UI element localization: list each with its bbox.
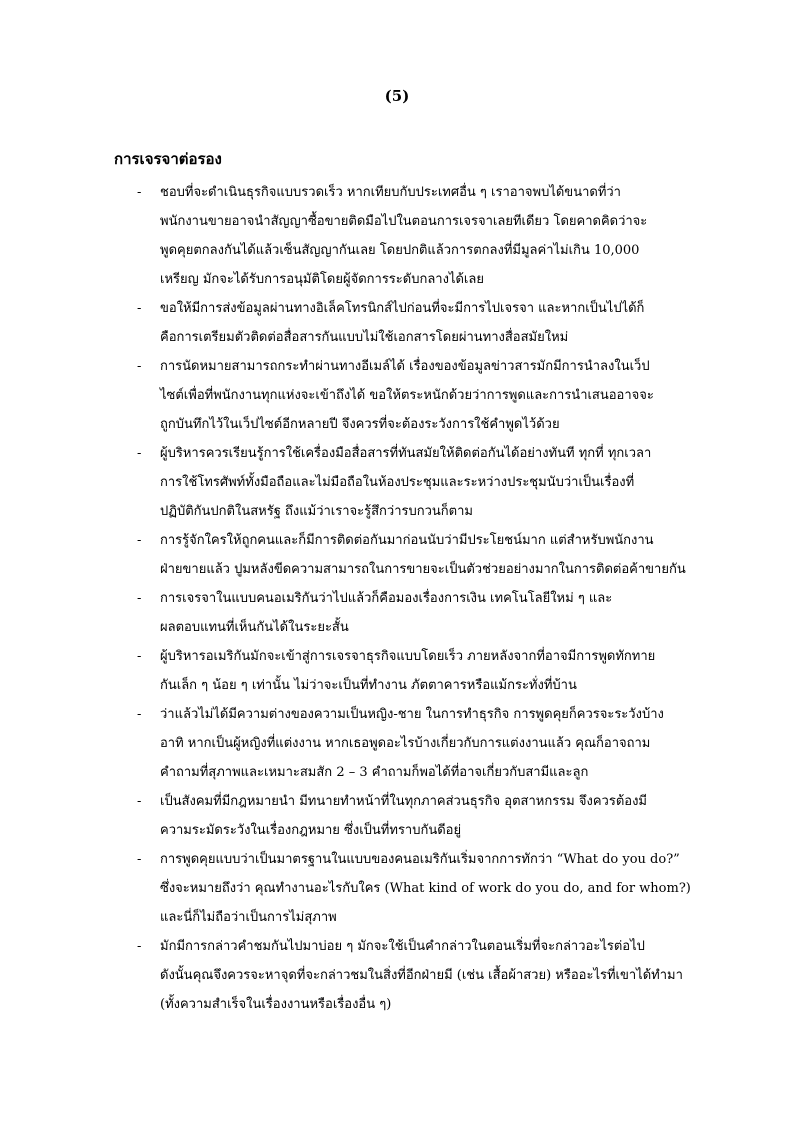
bullet-item [137, 845, 697, 932]
bullet-line: การรู้จักใครให้ถูกคนและก็มีการติดต่อกันมาก่อนนับว่ามีประโยชน์มาก แต่สำหรับพนักงาน [160, 533, 654, 548]
bullet-dash: - [137, 359, 142, 374]
bullet-line: ผลตอบแทนที่เห็นกันได้ในระยะสั้น [160, 620, 349, 635]
bullet-dash: - [137, 794, 142, 809]
bullet-line: การนัดหมายสามารถกระทำผ่านทางอีเมล์ได้ เรื่องของข้อมูลข่าวสารมักมีการนำลงในเว็ป [160, 359, 650, 374]
bullet-line: ความระมัดระวังในเรื่องกฎหมาย ซึ่งเป็นที่ทราบกันดีอยู่ [160, 823, 462, 838]
bullet-dash: - [137, 852, 142, 867]
bullet-line: ฝ่ายขายแล้ว ปูมหลังขีดความสามารถในการขายจะเป็นตัวช่วยอย่างมากในการติดต่อค้าขายกัน [160, 562, 686, 577]
bullet-item [137, 787, 697, 845]
page-number: (5) [384, 87, 410, 105]
bullet-dash: - [137, 591, 142, 606]
bullet-line: ปฏิบัติกันปกติในสหรัฐ ถึงแม้ว่าเราจะรู้สึกว่ารบกวนก็ตาม [160, 504, 473, 519]
bullet-line: ถูกบันทึกไว้ในเว็ปไซต์อีกหลายปี จึงควรที่จะต้องระวังการใช้คำพูดไว้ด้วย [160, 417, 560, 432]
bullet-item [137, 700, 697, 787]
bullet-item [137, 526, 697, 584]
bullet-dash: - [137, 533, 142, 548]
bullet-dash: - [137, 649, 142, 664]
bullet-item [137, 439, 697, 526]
bullet-line: การเจรจาในแบบคนอเมริกันว่าไปแล้วก็คือมองเรื่องการเงิน เทคโนโลยีใหม่ ๆ และ [160, 591, 613, 606]
bullet-dash: - [137, 707, 142, 722]
bullet-item [137, 294, 697, 352]
bullet-line: การพูดคุยแบบว่าเป็นมาตรฐานในแบบของคนอเมริกันเริ่มจากการทักว่า “What do you do?” [160, 852, 680, 867]
bullet-list [137, 178, 697, 1019]
bullet-line: กันเล็ก ๆ น้อย ๆ เท่านั้น ไม่ว่าจะเป็นที่ทำงาน ภัตตาคารหรือแม้กระทั่งที่บ้าน [160, 678, 577, 693]
bullet-line: ผู้บริหารควรเรียนรู้การใช้เครื่องมือสื่อสารที่ทันสมัยให้ติดต่อกันได้อย่างทันที ทุกที่ ทุกเวลา [160, 446, 652, 461]
bullet-item [137, 584, 697, 642]
bullet-item [137, 178, 697, 294]
bullet-line: มักมีการกล่าวคำชมกันไปมาบ่อย ๆ มักจะใช้เป็นคำกล่าวในตอนเริ่มที่จะกล่าวอะไรต่อไป [160, 939, 645, 954]
bullet-line: ว่าแล้วไม่ได้มีความต่างของความเป็นหญิง-ชาย ในการทำธุรกิจ การพูดคุยก็ควรจะระวังบ้าง [160, 707, 664, 722]
bullet-line: เป็นสังคมที่มีกฎหมายนำ มีทนายทำหน้าที่ในทุกภาคส่วนธุรกิจ อุตสาหกรรม จึงควรต้องมี [160, 794, 647, 809]
bullet-line: (ทั้งความสำเร็จในเรื่องงานหรือเรื่องอื่น ๆ) [160, 997, 392, 1012]
bullet-line: ชอบที่จะดำเนินธุรกิจแบบรวดเร็ว หากเทียบกับประเทศอื่น ๆ เราอาจพบได้ขนาดที่ว่า [160, 185, 621, 200]
bullet-item [137, 642, 697, 700]
bullet-line: พูดคุยตกลงกันได้แล้วเซ็นสัญญากันเลย โดยปกติแล้วการตกลงที่มีมูลค่าไม่เกิน 10,000 [160, 243, 640, 258]
bullet-dash: - [137, 185, 142, 200]
bullet-line: ไซต์เพื่อที่พนักงานทุกแห่งจะเข้าถึงได้ ขอให้ตระหนักด้วยว่าการพูดและการนำเสนออาจจะ [160, 388, 654, 403]
bullet-line: และนี่ก็ไม่ถือว่าเป็นการไม่สุภาพ [160, 910, 337, 925]
bullet-dash: - [137, 939, 142, 954]
bullet-line: คือการเตรียมตัวติดต่อสื่อสารกันแบบไม่ใช้เอกสารโดยผ่านทางสื่อสมัยใหม่ [160, 330, 569, 345]
bullet-line: ผู้บริหารอเมริกันมักจะเข้าสู่การเจรจาธุรกิจแบบโดยเร็ว ภายหลังจากที่อาจมีการพูดทักทาย [160, 649, 656, 664]
bullet-item [137, 352, 697, 439]
bullet-line: อาทิ หากเป็นผู้หญิงที่แต่งงาน หากเธอพูดอะไรบ้างเกี่ยวกับการแต่งงานแล้ว คุณก็อาจถาม [160, 736, 651, 751]
bullet-line: คำถามที่สุภาพและเหมาะสมสัก 2 – 3 คำถามก็พอได้ที่อาจเกี่ยวกับสามีและลูก [160, 765, 589, 780]
bullet-dash: - [137, 446, 142, 461]
bullet-line: การใช้โทรศัพท์ทั้งมือถือและไม่มือถือในห้องประชุมและระหว่างประชุมนับว่าเป็นเรื่องที่ [160, 475, 635, 490]
bullet-line: พนักงานขายอาจนำสัญญาซื้อขายติดมือไปในตอนการเจรจาเลยทีเดียว โดยคาดคิดว่าจะ [160, 214, 648, 229]
bullet-dash: - [137, 301, 142, 316]
section-heading: การเจรจาต่อรอง [114, 150, 222, 168]
bullet-line: ซึ่งจะหมายถึงว่า คุณทำงานอะไรกับใคร (What kind of work do you do, and for whom?) [160, 881, 691, 896]
bullet-item [137, 932, 697, 1019]
bullet-line: เหรียญ มักจะได้รับการอนุมัติโดยผู้จัดการระดับกลางได้เลย [160, 272, 484, 287]
bullet-line: ขอให้มีการส่งข้อมูลผ่านทางอิเล็คโทรนิกส์ไปก่อนที่จะมีการไปเจรจา และหากเป็นไปได้ก็ [160, 301, 645, 316]
bullet-line: ดังนั้นคุณจึงควรจะหาจุดที่จะกล่าวชมในสิ่งที่อีกฝ่ายมี (เช่น เสื้อผ้าสวย) หรืออะไรที่เขาได้ทำมา [160, 968, 683, 983]
